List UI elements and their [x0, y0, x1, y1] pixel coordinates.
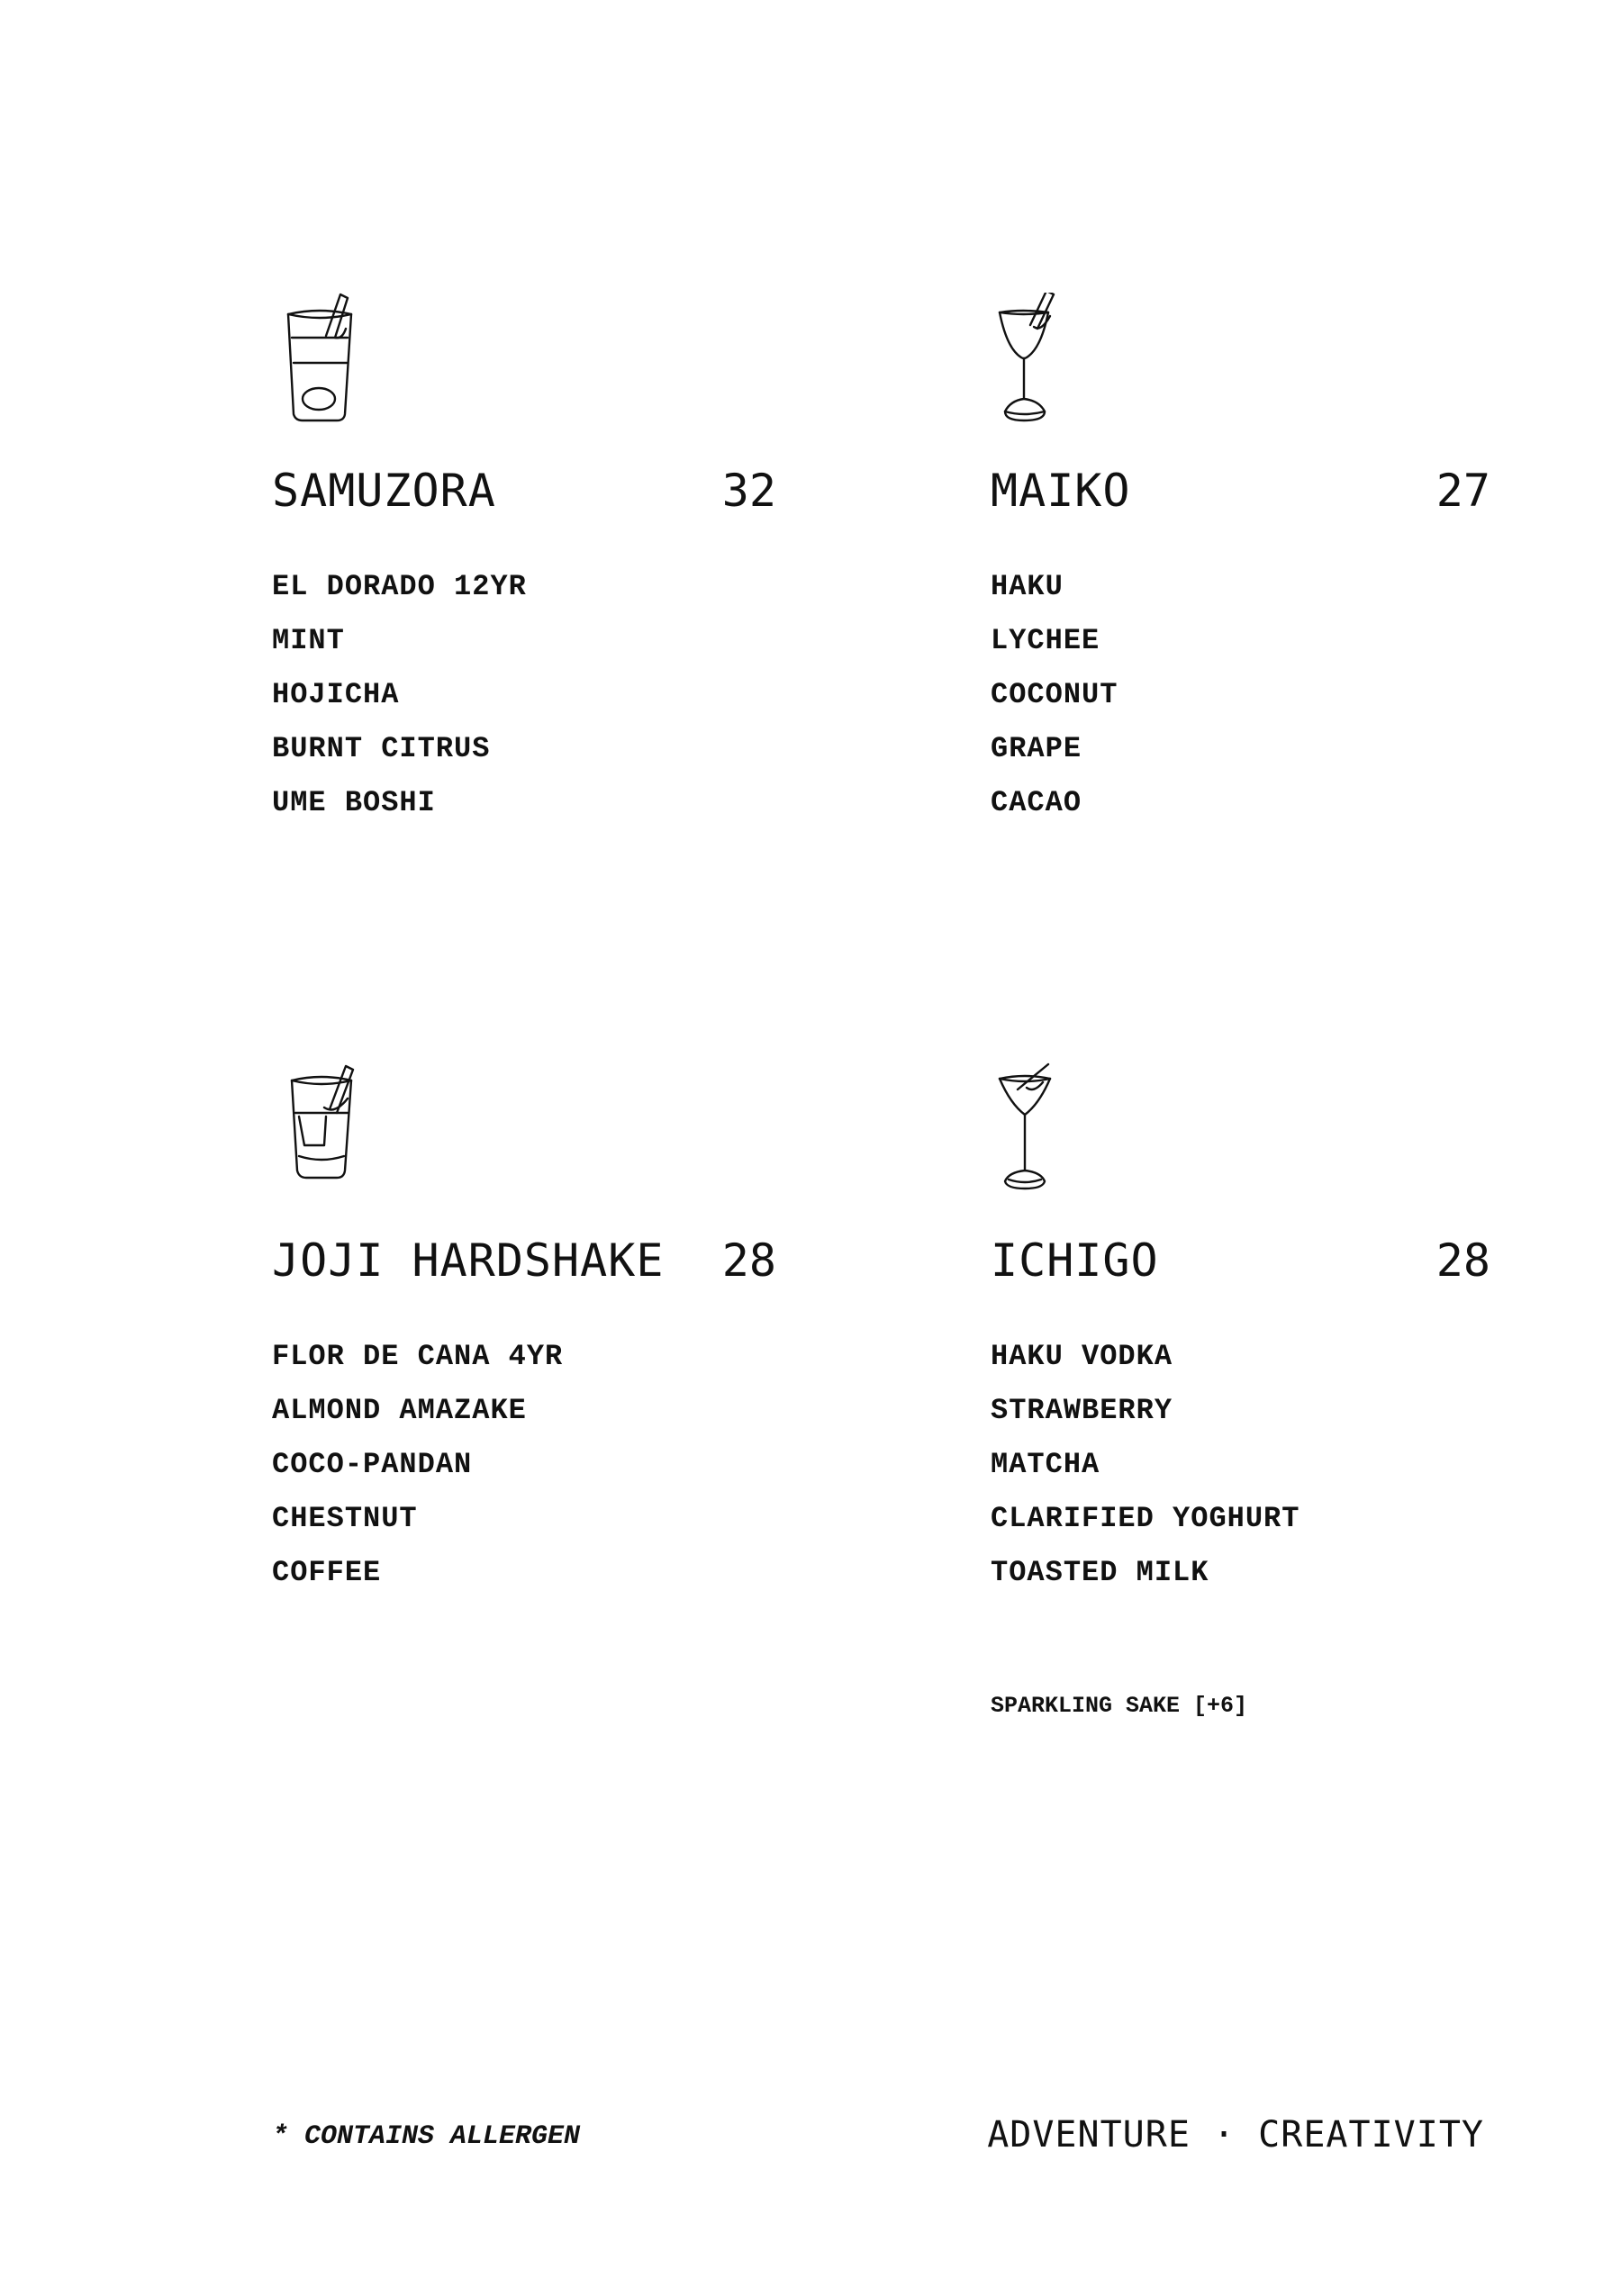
rocks-glass-icon — [272, 1062, 371, 1198]
ingredient-item: COCONUT — [991, 678, 1118, 711]
ingredient-item: LYCHEE — [991, 624, 1100, 657]
ingredient-item: MATCHA — [991, 1448, 1100, 1481]
martini-glass-icon — [991, 1062, 1090, 1198]
ingredient-list — [991, 1330, 1300, 1600]
cocktail-name: SAMUZORA — [272, 465, 496, 517]
ingredient-item: TOASTED MILK — [991, 1556, 1209, 1589]
ingredient-item: FLOR DE CANA 4YR — [272, 1340, 564, 1373]
coupe-glass-icon — [991, 293, 1090, 428]
ingredient-item: CHESTNUT — [272, 1502, 418, 1535]
highball-glass-icon — [272, 293, 371, 428]
ingredient-item: STRAWBERRY — [991, 1394, 1173, 1427]
ingredient-item: HAKU VODKA — [991, 1340, 1173, 1373]
ingredient-item: EL DORADO 12YR — [272, 570, 527, 603]
ingredient-item: HAKU — [991, 570, 1064, 603]
cocktail-name: JOJI HARDSHAKE — [272, 1234, 665, 1287]
ingredient-item: MINT — [272, 624, 345, 657]
ingredient-list — [991, 560, 1118, 830]
cocktail-price: 28 — [1435, 1234, 1490, 1287]
ingredient-item: GRAPE — [991, 732, 1082, 765]
ingredient-item: CLARIFIED YOGHURT — [991, 1502, 1300, 1535]
ingredient-item: HOJICHA — [272, 678, 400, 711]
ingredient-list — [272, 560, 527, 830]
ingredient-item: BURNT CITRUS — [272, 732, 491, 765]
cocktail-price: 27 — [1435, 465, 1490, 517]
ingredient-item: COFFEE — [272, 1556, 382, 1589]
add-on-note: SPARKLING SAKE [+6] — [991, 1693, 1248, 1719]
ingredient-item: ALMOND AMAZAKE — [272, 1394, 527, 1427]
cocktail-price: 28 — [721, 1234, 776, 1287]
cocktail-name: ICHIGO — [991, 1234, 1159, 1287]
allergen-note: * CONTAINS ALLERGEN — [272, 2121, 581, 2152]
ingredient-item: COCO-PANDAN — [272, 1448, 473, 1481]
ingredient-item: UME BOSHI — [272, 786, 436, 819]
tagline: ADVENTURE · CREATIVITY — [987, 2114, 1484, 2156]
ingredient-list — [272, 1330, 563, 1600]
ingredient-item: CACAO — [991, 786, 1082, 819]
cocktail-name: MAIKO — [991, 465, 1131, 517]
cocktail-price: 32 — [721, 465, 776, 517]
